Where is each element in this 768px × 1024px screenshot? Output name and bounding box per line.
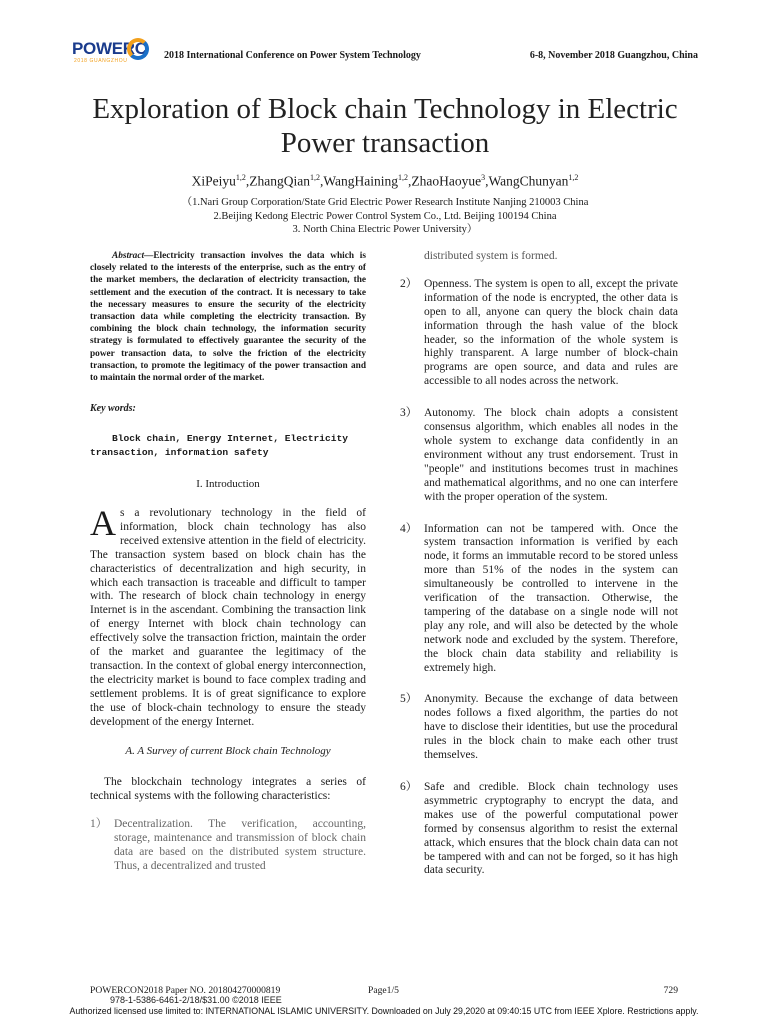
list-item-number: 1） [90, 818, 108, 831]
page-header [72, 36, 698, 68]
section-heading: I. Introduction [196, 478, 260, 491]
abstract-dash: — [144, 251, 154, 261]
author-affil-sup: 1,2 [235, 173, 246, 182]
list-item-number: 3） [400, 407, 418, 420]
footer-paper-number: POWERCON2018 Paper NO. 201804270000819 [90, 985, 281, 996]
affiliation-line: 3. North China Electric Power University） [292, 224, 478, 235]
abstract-text: Electricity transaction involves the data which is closely related to the interests of the enterprise, such as the entry of the market members, the declaration of electricity transaction, the settlement and the execution of the contract. It is necessary to take the necessary measures to ensure the security of the electricity transaction data while completing the electricity transaction. By combining the block chain technology, the information security strategy is formulated to effectively guarantee the security of the power transaction data, to solve the friction of the electricity transaction, to promote the legitimacy of the power transaction and to maintain the normal order of the market. [90, 251, 366, 384]
conference-name: 2018 International Conference on Power System Technology [164, 50, 421, 61]
logo-ring-icon [127, 38, 149, 60]
right-column [400, 250, 678, 896]
keywords-text: Block chain, Energy Internet, Electricity transaction, information safety [90, 433, 349, 459]
list-item-number: 2） [400, 277, 418, 290]
abstract-label: Abstract [112, 251, 145, 261]
abstract [90, 250, 366, 384]
list-item [400, 693, 678, 763]
license-notice: Authorized licensed use limited to: INTERNATIONAL ISLAMIC UNIVERSITY. Downloaded on July 29,2020 at 09:40:15 UTC from IEEE Xplore. Restrictions apply. [69, 1006, 699, 1016]
author-name: ,WangHaining [319, 173, 398, 189]
author-affil-sup: 1,2 [309, 173, 320, 182]
list-item-number: 4） [400, 522, 418, 535]
logo-text: POWERC [72, 39, 147, 58]
list-item-text: Information can not be tampered with. Once the system transaction information is verified by each node, it forms an immutable record to be stored unless more than 51% of the nodes in the system can simultaneously be controlled to intervene in the verification of the transaction. Otherwise, the tampering of the database on a single node will not play any role, and will also be detected by the whole network node and excluded by the system. Therefore, the block chain data stability and reliability is extremely high. [424, 522, 678, 674]
footer-page-indicator: Page1/5 [368, 985, 399, 996]
list-item-text: Openness. The system is open to all, except the private information of the node is encrypted, the other data is open to all, anyone can query the block chain data information through the hash value of the block header, so the information of the whole system is highly transparent. A large number of block-chain programs are open source, and data and rules are accessible to all nodes across the network. [424, 277, 678, 388]
subsection-paragraph: The blockchain technology integrates a series of technical systems with the following characteristics: [90, 776, 366, 803]
affiliations [60, 196, 710, 237]
drop-cap: A [90, 503, 116, 544]
author-name: ,ZhaoHaoyue [408, 173, 482, 189]
list-item [400, 523, 678, 676]
author-name: ,WangChunyan [485, 173, 569, 189]
list-item-text: Safe and credible. Block chain technology uses asymmetric cryptography to encrypt the data, and makes use of the powerful computational power formed by consensus algorithm to resist the external attack, which ensures that the block chain data can not be tampered with and can not be forged, so it has high data security. [424, 781, 678, 877]
list-item-number: 5） [400, 693, 418, 706]
introduction-text: s a revolutionary technology in the field of information, block chain technology has also received extensive attention in the field of electricity. The transaction system based on block chain has the characteristics of decentralization and high security, in which each transaction is traceable and difficult to tamper with. The research of block chain technology in energy Internet is in the ascendant. Combining the transaction link of energy Internet with block chain technology can effectively solve the transaction friction, maintain the order of the market and guarantee the legitimacy of the transaction. In the context of global energy interconnection, the electricity market is bound to face complex trading and settlement problems. It is of great significance to explore the use of block-chain technology to ensure the steady development of the energy Internet. [90, 507, 366, 728]
author-affil-sup: 3 [481, 173, 486, 182]
author-list [60, 173, 710, 190]
affiliation-line: 2.Beijing Kedong Electric Power Control System Co., Ltd. Beijing 100194 China [213, 210, 557, 222]
paper-title: Exploration of Block chain Technology in Electric Power transaction [92, 93, 678, 159]
author-affil-sup: 1,2 [398, 173, 408, 182]
list-item [400, 407, 678, 504]
keywords-label: Key words: [90, 403, 136, 415]
logo-subtext: 2018 GUANGZHOU [74, 58, 128, 64]
subsection-heading: A. A Survey of current Block chain Technology [125, 744, 331, 757]
list-item [400, 278, 678, 389]
list-item [90, 818, 366, 874]
list-item-text: Autonomy. The block chain adopts a consistent consensus algorithm, which enables all nodes in the whole system to exchange data confidently in an environment without any trust endorsement. Trust in "people" and institutions becomes trust in machines and mathematical algorithms, and no one can interfere with the proper operation of the system. [424, 407, 678, 503]
footer-isbn: 978-1-5386-6461-2/18/$31.00 ©2018 IEEE [110, 995, 282, 1005]
continuation-text: distributed system is formed. [424, 250, 558, 262]
powercon-logo [72, 39, 158, 67]
author-name: ,ZhangQian [245, 173, 310, 189]
list-item [400, 781, 678, 878]
list-item-number: 6） [400, 781, 418, 793]
list-item-text: Decentralization. The verification, accounting, storage, maintenance and transmission of block chain data are based on the distributed system structure. Thus, a decentralized and trusted [114, 818, 366, 872]
footer-page-number: 729 [663, 985, 678, 996]
list-item-text: Anonymity. Because the exchange of data between nodes follows a fixed algorithm, the parties do not have to disclose their identities, but use the procedural rules in the block chain to make each other trust themselves. [424, 693, 678, 762]
author-name: XiPeiyu [191, 173, 236, 189]
affiliation-line: （1.Nari Group Corporation/State Grid Electric Power Research Institute Nanjing 210003 China [181, 197, 589, 208]
introduction-paragraph [90, 503, 366, 730]
author-affil-sup: 1,2 [568, 173, 579, 182]
conference-date-location: 6-8, November 2018 Guangzhou, China [529, 50, 698, 61]
left-column [90, 250, 366, 874]
